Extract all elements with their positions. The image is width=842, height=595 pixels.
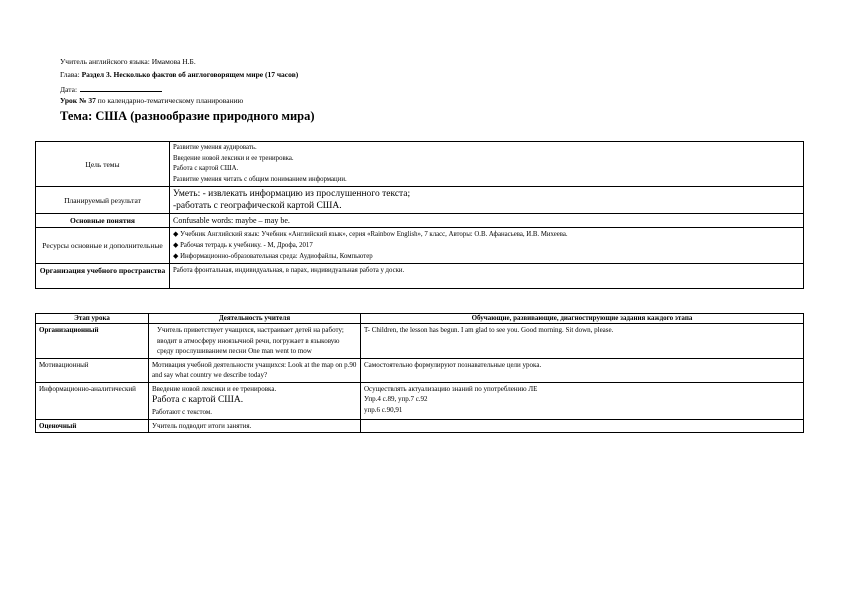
tasks-cell (361, 419, 804, 433)
teacher-line (60, 57, 196, 67)
stage-cell: Оценочный (36, 419, 149, 433)
teacher-cell: Учитель приветствует учащихся, настраивает детей на работу; вводит в атмосферу иноязычной речи, погружает в языковую среду прослушиванием песни One man went to mow (149, 324, 361, 359)
teacher-label: Учитель английского языка: (60, 57, 150, 66)
header-stage: Этап урока (36, 314, 149, 324)
lesson-table (35, 313, 804, 433)
lesson-text: по календарно-тематическому планированию (97, 96, 244, 105)
resource-item (173, 240, 800, 251)
teacher-line: Работа с картой США. (152, 395, 244, 405)
bullet-icon: ◆ (173, 241, 181, 249)
goal-line: Введение новой лексики и ее тренировка. (173, 154, 294, 162)
goal-label: Цель темы (36, 142, 170, 187)
concepts-cell: Confusable words: maybe – may be. (170, 214, 804, 228)
teacher-cell: Мотивация учебной деятельности учащихся: Look at the map on p.90 and say what country we describe today? (149, 358, 361, 382)
space-label: Организация учебного пространства (36, 264, 170, 289)
result-line: Уметь: - извлекать информацию из прослушенного текста; (173, 189, 411, 199)
concepts-row (36, 214, 804, 228)
bullet-icon: ◆ (173, 252, 181, 260)
resource-text: Рабочая тетрадь к учебнику. - М, Дрофа, 2017 (180, 242, 313, 249)
teacher-cell (149, 382, 361, 419)
resources-label: Ресурсы основные и дополнительные (36, 228, 170, 264)
goal-row (36, 142, 804, 187)
result-label: Планируемый результат (36, 187, 170, 214)
resources-cell (170, 228, 804, 264)
page-title (60, 109, 315, 124)
teacher-line: Введение новой лексики и ее тренировка. (152, 384, 277, 393)
result-line: -работать с географической картой США. (173, 201, 342, 211)
goal-line: Работа с картой США. (173, 165, 239, 172)
goal-line: Развитие умения аудировать. (173, 144, 257, 151)
table-row (36, 358, 804, 382)
teacher-line: Работают с текстом. (152, 408, 213, 416)
date-blank (80, 83, 162, 92)
teacher-name: Имамова Н.Б. (151, 57, 196, 66)
chapter-label: Глава: (60, 70, 80, 79)
date-line (60, 83, 162, 95)
goal-line: Развитие умения читать с общим пониманием информации. (173, 175, 347, 183)
topic-label: Тема: (60, 109, 93, 123)
concepts-label: Основные понятия (36, 214, 170, 228)
tasks-cell: T- Children, the lesson has begun. I am glad to see you. Good morning. Sit down, please. (361, 324, 804, 359)
space-row (36, 264, 804, 289)
lesson-label: Урок № 37 (60, 96, 96, 105)
lesson-line (60, 96, 243, 106)
goal-cell (170, 142, 804, 187)
resource-text: Информационно-образовательная среда: Аудиофайлы, Компьютер (180, 253, 373, 260)
result-cell (170, 187, 804, 214)
space-cell: Работа фронтальная, индивидуальная, в парах, индивидуальная работа у доски. (170, 264, 804, 289)
date-label: Дата: (60, 85, 78, 94)
stage-cell: Организационный (36, 324, 149, 359)
teacher-cell: Учитель подводит итоги занятия. (149, 419, 361, 433)
topic-text: США (разнообразие природного мира) (95, 109, 315, 123)
header-tasks: Обучающие, развивающие, диагностирующие задания каждого этапа (361, 314, 804, 324)
resource-text: Учебник Английский язык: Учебник «Английский язык», серия «Rainbow English», 7 класс, Авторы: О.В. Афанасьева, И.В. Михеева. (180, 231, 568, 238)
chapter-line (60, 70, 298, 80)
tasks-cell: Самостоятельно формулируют познавательные цели урока. (361, 358, 804, 382)
task-line: упр.6 с.90,91 (364, 405, 403, 414)
resource-item (173, 251, 800, 262)
stage-cell: Информационно-аналитический (36, 382, 149, 419)
task-line: Осуществлять актуализацию знаний по употреблению ЛЕ (364, 384, 538, 393)
lesson-table-header (36, 314, 804, 324)
info-table (35, 141, 804, 289)
result-row (36, 187, 804, 214)
task-line: Упр.4 с.89, упр.7 с.92 (364, 395, 428, 403)
tasks-cell (361, 382, 804, 419)
bullet-icon: ◆ (173, 230, 181, 238)
table-row (36, 324, 804, 359)
header-teacher: Деятельность учителя (149, 314, 361, 324)
table-row (36, 382, 804, 419)
table-row (36, 419, 804, 433)
stage-cell: Мотивационный (36, 358, 149, 382)
chapter-text: Раздел 3. Несколько фактов об англоговорящем мире (17 часов) (81, 70, 299, 79)
resource-item (173, 229, 800, 240)
resources-row (36, 228, 804, 264)
